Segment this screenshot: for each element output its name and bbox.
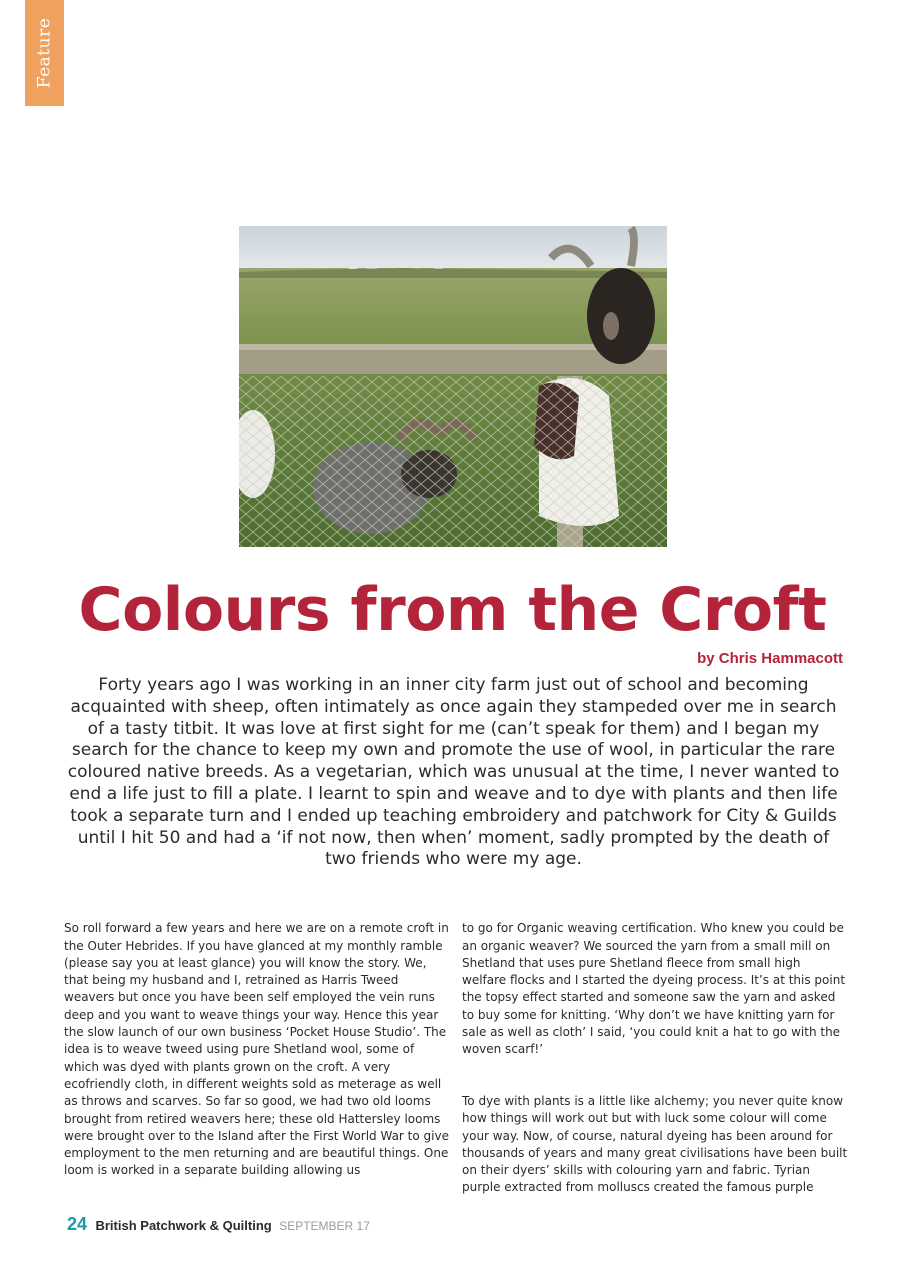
- body-paragraph: To dye with plants is a little like alchemy; you never quite know how things will work out but with luck some colour will come your way. Now, of course, natural dyeing has been around for thousands of years and many great civilisations have been built on their dyers’ skills with colouring yarn and fabric. Tyrian purple extracted from molluscs created the famous purple: [462, 1093, 848, 1195]
- issue-date: SEPTEMBER 17: [279, 1219, 370, 1233]
- body-column-left: [64, 903, 450, 1214]
- article-intro: Forty years ago I was working in an inner city farm just out of school and becoming acquainted with sheep, often intimately as once again they stampeded over me in search of a tasty titbit. It was love at first sight for me (can’t speak for them) and I began my search for the chance to keep my own and promote the use of wool, in particular the rare coloured native breeds. As a vegetarian, which was unusual at the time, I never wanted to end a life just to fill a plate. I learnt to spin and weave and to dye with plants and then life took a separate turn and I ended up teaching embroidery and patchwork for City & Guilds until I hit 50 and had a ‘if not now, then when’ moment, sadly prompted by the death of two friends who were my age.: [67, 675, 840, 870]
- article-title: Colours from the Croft: [78, 575, 827, 645]
- section-tab-label: Feature: [34, 17, 55, 89]
- article-byline: by Chris Hammacott: [697, 650, 843, 667]
- body-paragraph: So roll forward a few years and here we are on a remote croft in the Outer Hebrides. If you have glanced at my monthly ramble (please say you at least glance) you will know the story. We, that being my husband and I, retrained as Harris Tweed weavers but once you have been self employed the vein runs deep and you want to weave things your way. Hence this year the slow launch of our own business ‘Pocket House Studio’. The idea is to weave tweed using pure Shetland wool, some of which was dyed with plants grown on the croft. A very ecofriendly cloth, in different weights sold as meterage as well as throws and scarves. So far so good, we had two old looms brought from retired weavers here; these old Hattersley looms were brought over to the Island after the First World War to give employment to the men returning and are beautiful things. One loom is worked in a separate building allowing us: [64, 921, 449, 1178]
- photo-illustration: [239, 226, 667, 547]
- article-photo: [239, 226, 667, 547]
- magazine-name: British Patchwork & Quilting: [95, 1218, 272, 1233]
- body-paragraph: to go for Organic weaving certification. Who knew you could be an organic weaver? We sourced the yarn from a small mill on Shetland that uses pure Shetland fleece from small high welfare flocks and I started the dyeing process. It’s at this point the topsy effect started and someone saw the yarn and asked to buy some for knitting. ‘Why don’t we have knitting yarn for sale as well as cloth’ I said, ‘you could knit a hat to go with the woven scarf!’: [462, 921, 846, 1057]
- page-number: 24: [67, 1214, 88, 1234]
- page-footer: [67, 1214, 370, 1235]
- section-tab: [25, 0, 64, 106]
- body-column-right: [462, 903, 848, 1231]
